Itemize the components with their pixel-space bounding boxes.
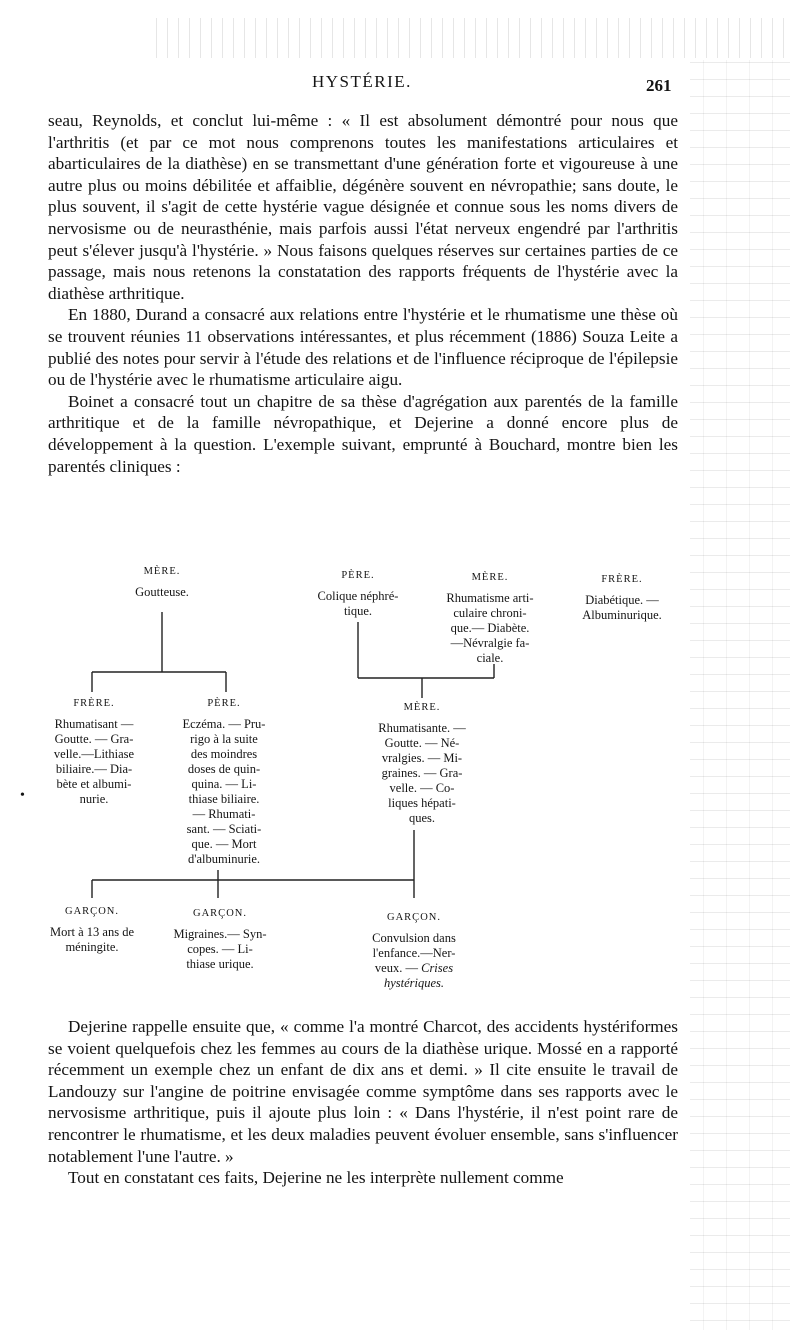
node-role: MÈRE. — [471, 572, 509, 583]
paragraph-1: seau, Reynolds, et conclut lui-même : « Il est absolument démontré pour nous que l'arthritis (et par ce mot nous comprenons toutes les manifestations articulaires et abarticulaires de la diathèse) en se transmettant d'une génération forte et vigoureuse à une autre plus ou moins débilitée et affaiblie, dégénère souvent en névropathie; sans doute, le plus souvent, il s'agit de cette hystérie vague désignée et connue sous les noms divers de nervosisme ou de neurasthénie, mais parfois aussi l'état nerveux engendré par l'arthritis peut s'élever jusqu'à l'hystérie. » Nous faisons quelques réserves sur certaines parties de ce passage, mais nous retenons la constatation des rapports fréquents de l'hystérie avec la diathèse arthritique. — [48, 111, 678, 303]
node-desc: Migraines.— Syn- copes. — Li- thiase urique. — [173, 927, 267, 971]
paragraph-3: Boinet a consacré tout un chapitre de sa thèse d'agrégation aux parentés de la famille arthritique et de la famille névropathique, et Dejerine a donné encore plus de développement à la question. L'exemple suivant, emprunté à Bouchard, montre bien les parentés cliniques : — [48, 391, 678, 476]
node-desc: Rhumatisant — Goutte. — Gra- velle.—Lithiase biliaire.— Dia- bète et albumi- nurie. — [53, 717, 135, 806]
node-role: PÈRE. — [341, 570, 375, 581]
family-tree-diagram — [0, 560, 800, 1000]
node-garcon-migraines — [160, 906, 280, 972]
scan-noise-top — [150, 18, 790, 58]
node-mere-rhumatisme — [432, 570, 548, 666]
node-desc-plain: Convulsion dans l'enfance.—Ner- veux. — — [372, 931, 456, 975]
node-frere-rhumatisant — [36, 696, 152, 807]
paragraph-4: Dejerine rappelle ensuite que, « comme l'a montré Charcot, des accidents hystériformes se voient quelquefois chez les femmes au cours de la diathèse urique. Mossé en a rapporté récemment un exemple chez un enfant de dix ans et demi. » Il cite ensuite le travail de Landouzy sur l'angine de poitrine envisagée comme symptôme dans ses rapports avec le nervosisme arthritique, puis il ajoute plus loin : « Dans l'hystérie, il n'est point rare de rencontrer le rhumatisme, et les deux maladies peuvent évoluer ensemble, sans s'influencer notablement l'une l'autre. » — [48, 1017, 678, 1166]
node-desc: Mort à 13 ans de méningite. — [49, 925, 134, 954]
node-pere-colique — [300, 568, 416, 619]
node-desc: Diabétique. — Albuminurique. — [582, 593, 662, 622]
node-desc-italic: Crises hystériques. — [383, 961, 454, 990]
node-mere-goutteuse — [112, 564, 212, 600]
node-desc: Goutteuse. — [135, 585, 189, 599]
node-role: MÈRE. — [403, 702, 441, 713]
node-mere-rhumatisante — [360, 700, 484, 826]
paragraph-5: Tout en constatant ces faits, Dejerine ne les interprète nullement comme — [68, 1168, 564, 1188]
node-desc: Eczéma. — Pru- rigo à la suite des moindres doses de quin- quina. — Li- thiase biliaire. — Rhumati- sant. — Sciati- que. — Mort d'albuminurie. — [182, 717, 266, 866]
node-desc — [354, 931, 474, 991]
node-role: PÈRE. — [207, 698, 241, 709]
node-garcon-meningite — [30, 904, 154, 955]
node-role: GARÇON. — [65, 906, 119, 917]
paragraph-2: En 1880, Durand a consacré aux relations entre l'hystérie et le rhumatisme une thèse où se trouvent réunies 11 observations intéressantes, et plus récemment (1886) Souza Leite a publié des notes pour servir à l'étude des relations et de l'influence réciproque de l'épilepsie ou de l'hystérie avec le rhumatisme articulaire aigu. — [48, 305, 678, 390]
page-header — [0, 72, 800, 98]
page-number: 261 — [646, 76, 672, 95]
node-frere-diabetique — [564, 572, 680, 623]
node-pere-eczema — [166, 696, 282, 867]
node-role: GARÇON. — [387, 912, 441, 923]
node-garcon-convulsion — [354, 910, 474, 991]
node-desc: Rhumatisme arti- culaire chroni- que.— Diabète. —Névralgie fa- ciale. — [446, 591, 534, 665]
text-block-bottom — [48, 1016, 678, 1189]
stray-mark: • — [20, 788, 25, 803]
text-block-top — [48, 110, 678, 477]
node-role: MÈRE. — [143, 566, 181, 577]
node-role: GARÇON. — [193, 908, 247, 919]
node-role: FRÈRE. — [73, 698, 115, 709]
node-desc: Colique néphré- tique. — [317, 589, 399, 618]
running-title: HYSTÉRIE. — [312, 72, 412, 91]
node-desc: Rhumatisante. — Goutte. — Né- vralgies. — Mi- graines. — Gra- velle. — Co- liques hépati- ques. — [378, 721, 466, 825]
node-role: FRÈRE. — [601, 574, 643, 585]
